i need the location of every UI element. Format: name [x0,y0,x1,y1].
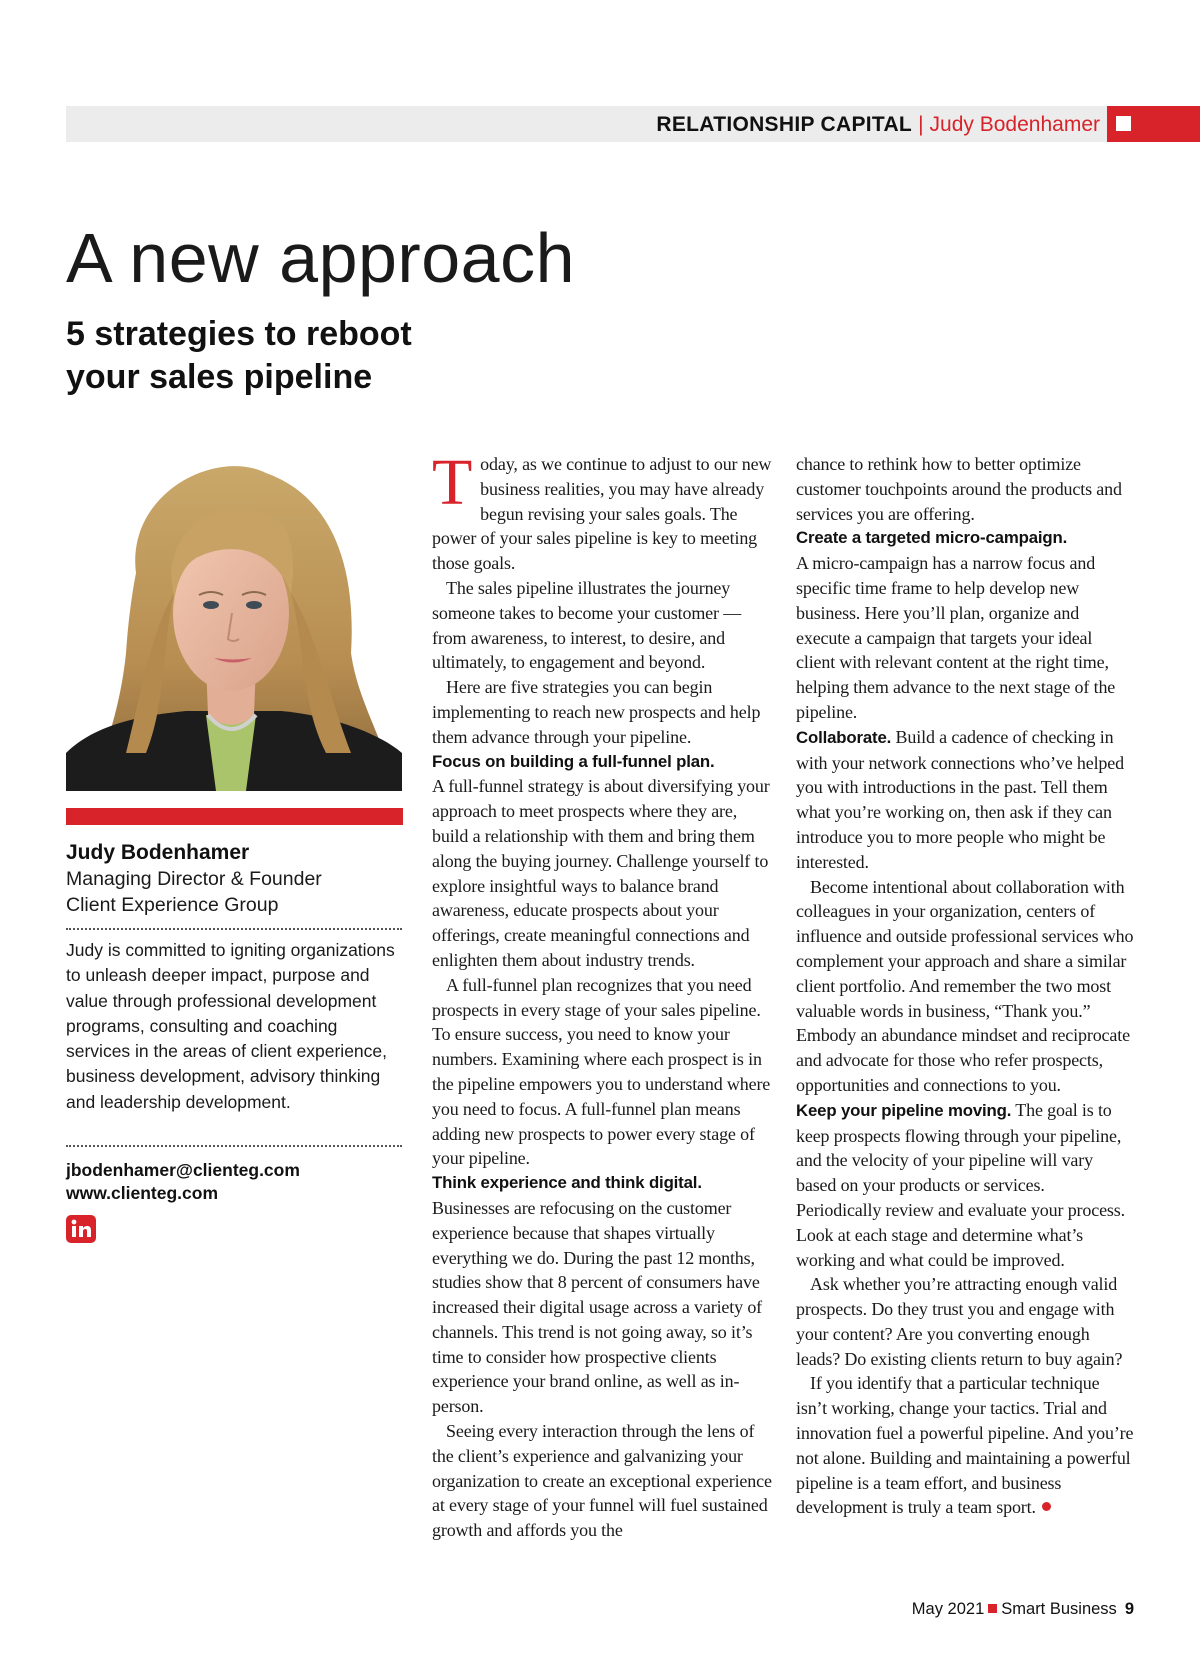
header-separator: | [918,113,924,136]
strategy-heading: Collaborate. [796,727,892,747]
paragraph-text: Build a cadence of checking in with your network connections who’ve helped you with introductions in the past. Tell them what you’re working on, then ask if they can introduce you to more people who might be interested. [796,726,1124,872]
page-subtitle: 5 strategies to reboot your sales pipeline [66,315,412,396]
article-paragraph: chance to rethink how to better optimize customer touchpoints around the products and services you are offering. [796,454,1122,524]
divider [66,1145,402,1147]
article-paragraph: Seeing every interaction through the lens of the client’s experience and galvanizing your organization to create an exceptional experience at every stage of your funnel will fuel sustained growth and affords you the [432,1421,772,1541]
author-name: Judy Bodenhamer [66,841,250,864]
footer-date: May 2021 [911,1600,985,1618]
article-paragraph: A full-funnel strategy is about diversifying your approach to meet prospects where they are, build a relationship with them and bring them along the buying journey. Challenge yourself to explore insightful ways to balance brand awareness, educate prospects about your offerings, create meaningful connections and enlighten them about industry trends. [432,776,770,970]
article-paragraph [796,1098,1134,1273]
article-paragraph: Businesses are refocusing on the customer experience because that shapes virtually everything we do. During the past 12 months, studies show that 8 percent of consumers have increased their digital usage across a variety of channels. This trend is not going away, so it’s time to consider how prospective clients experience your brand online, as well as in-person. [432,1197,763,1417]
paragraph-text: oday, as we continue to adjust to our new business realities, you may have already begun revising your sales goals. The power of your sales pipeline is key to meeting those goals. [432,454,772,574]
square-icon [988,1604,997,1613]
author-email-link[interactable]: jbodenhamer@clienteg.com [66,1160,300,1180]
article-paragraph: Become intentional about collaboration with colleagues in your organization, centers of influence and outside professional services who complement your approach and share a similar client portfolio. And remember the two most valuable words in business, “Thank you.” Embody an abundance mindset and reciprocate and advocate for those who refer prospects, opportunities and connections to you. [796,876,1134,1095]
article-paragraph [432,446,772,576]
section-header [656,113,1100,137]
article-column-1 [432,446,772,1543]
author-title: Managing Director & Founder [66,868,322,890]
drop-cap: T [432,446,473,519]
article-paragraph: A full-funnel plan recognizes that you need prospects in every stage of your sales pipeline. To ensure success, you need to know your numbers. Examining where each prospect is in the pipeline empowers you to understand where you need to focus. A full-funnel plan means adding new prospects to power every stage of your pipeline. [432,974,771,1169]
square-icon [1116,116,1131,131]
paragraph-text: If you identify that a particular technique isn’t working, change your tactics. Trial and innovation fuel a powerful pipeline. And you’re not alone. Building and maintaining a powerful pipeline is a team effort, and business development is truly a team sport. [796,1373,1134,1518]
header-author: Judy Bodenhamer [929,113,1100,136]
header-accent-block [1107,106,1200,142]
page-title: A new approach [66,219,576,297]
article-paragraph [796,725,1134,875]
author-company: Client Experience Group [66,894,279,916]
section-name: RELATIONSHIP CAPITAL [656,113,913,136]
strategy-heading: Think experience and think digital. [432,1173,702,1193]
article-paragraph [796,1371,1134,1520]
article-paragraph: Ask whether you’re attracting enough valid prospects. Do they trust you and engage with your content? Are you converting enough leads? Do existing clients return to buy again? [796,1274,1123,1369]
divider [66,928,402,930]
page-number: 9 [1124,1600,1134,1618]
author-website-link[interactable]: www.clienteg.com [66,1183,219,1203]
article-paragraph: Here are five strategies you can begin implementing to reach new prospects and help them advance through your pipeline. [432,677,761,747]
page-footer [912,1598,1134,1620]
footer-publication: Smart Business [1001,1600,1117,1618]
paragraph-text: The goal is to keep prospects flowing through your pipeline, and the velocity of your pipeline will vary based on your products or services. Periodically review and evaluate your process. Look at each stage and determine what’s working and what could be improved. [796,1099,1125,1270]
linkedin-icon[interactable] [66,1215,96,1243]
strategy-heading: Keep your pipeline moving. [796,1100,1012,1120]
strategy-heading: Create a targeted micro-campaign. [796,528,1068,548]
photo-accent-bar [66,808,403,825]
strategy-heading: Focus on building a full-funnel plan. [432,751,715,771]
author-photo [66,453,402,791]
article-paragraph: A micro-campaign has a narrow focus and specific time frame to help develop new business. Here you’ll plan, organize and execute a campaign that targets your ideal client with relevant content at the right time, helping them advance to the next stage of the pipeline. [796,553,1116,722]
article-paragraph: The sales pipeline illustrates the journey someone takes to become your customer — from awareness, to interest, to desire, and ultimately, to engagement and beyond. [432,577,742,673]
end-mark-icon [1042,1502,1051,1511]
author-bio: Judy is committed to igniting organizations to unleash deeper impact, purpose and value through professional development programs, consulting and coaching services in the areas of client experience, business development, advisory thinking and leadership development. [66,940,395,1112]
article-column-2 [796,452,1134,1520]
